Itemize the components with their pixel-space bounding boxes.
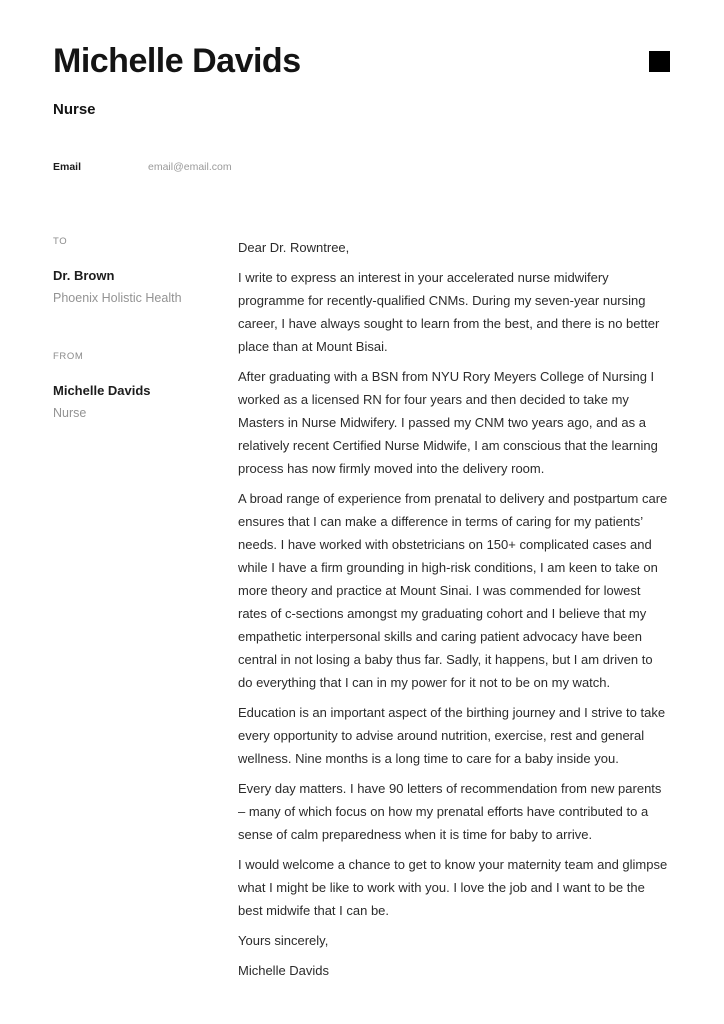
letter-paragraph: I write to express an interest in your accelerated nurse midwifery programme for recently-qualified CNMs. During my seven-year nursing career, I have always sought to learn from the best, and there is no better place than at Mount Bisai. [238,270,660,355]
letter-header [53,42,670,118]
letter-signature: Michelle Davids [238,963,330,979]
letter-paragraph: I would welcome a chance to get to know your maternity team and glimpse what I might be like to work with you. I love the job and I want to be the best midwife that I can be. [238,857,668,919]
letter-closing: Yours sincerely, [238,933,329,949]
salutation: Dear Dr. Rowntree, [238,240,350,256]
address-sidebar [53,236,238,989]
contact-row [53,161,670,173]
person-name-heading: Michelle Davids [53,42,301,80]
letter-paragraph: After graduating with a BSN from NYU Rory Meyers College of Nursing I worked as a licensed RN for four years and then decided to take my Masters in Nurse Midwifery. I passed my CNM two years ago, and as a relatively recent Certified Nurse Midwife, I am conscious that the learning process has now firmly moved into the delivery room. [238,369,658,477]
sender-title: Nurse [53,406,87,421]
recipient-name: Dr. Brown [53,268,115,284]
person-job-title: Nurse [53,101,96,119]
from-label: FROM [53,351,84,363]
sender-block [53,351,238,420]
letter-paragraph: A broad range of experience from prenatal to delivery and postpartum care ensures that I can make a difference in terms of caring for my patients’ needs. I have worked with obstetricians on 150+ complicated cases and while I have a firm grounding in high-risk conditions, I am keen to take on more theory and practice at Mount Sinai. I was commended for lowest rates of c-sections amongst my graduating cohort and I believe that my empathetic interpersonal skills and caring patient advocacy have been central in not losing a baby thus far. Sadly, it happens, but I am driven to do everything that I can in my power for it not to be on my watch. [238,491,668,691]
recipient-block [53,236,238,305]
black-square-logo-icon [649,51,670,72]
to-label: TO [53,236,68,248]
letter-body [238,236,670,989]
recipient-organization: Phoenix Holistic Health [53,291,182,306]
email-label: Email [53,161,82,174]
letter-paragraph: Every day matters. I have 90 letters of recommendation from new parents – many of which focus on how my prenatal efforts have contributed to a sense of calm preparedness when it is time for baby to arrive. [238,781,662,843]
letter-main [53,236,670,989]
email-value: email@email.com [148,161,232,174]
letter-paragraph: Education is an important aspect of the birthing journey and I strive to take every opportunity to advise around nutrition, exercise, rest and general wellness. Nine months is a long time to care for a baby inside you. [238,705,666,767]
sender-name: Michelle Davids [53,383,151,399]
